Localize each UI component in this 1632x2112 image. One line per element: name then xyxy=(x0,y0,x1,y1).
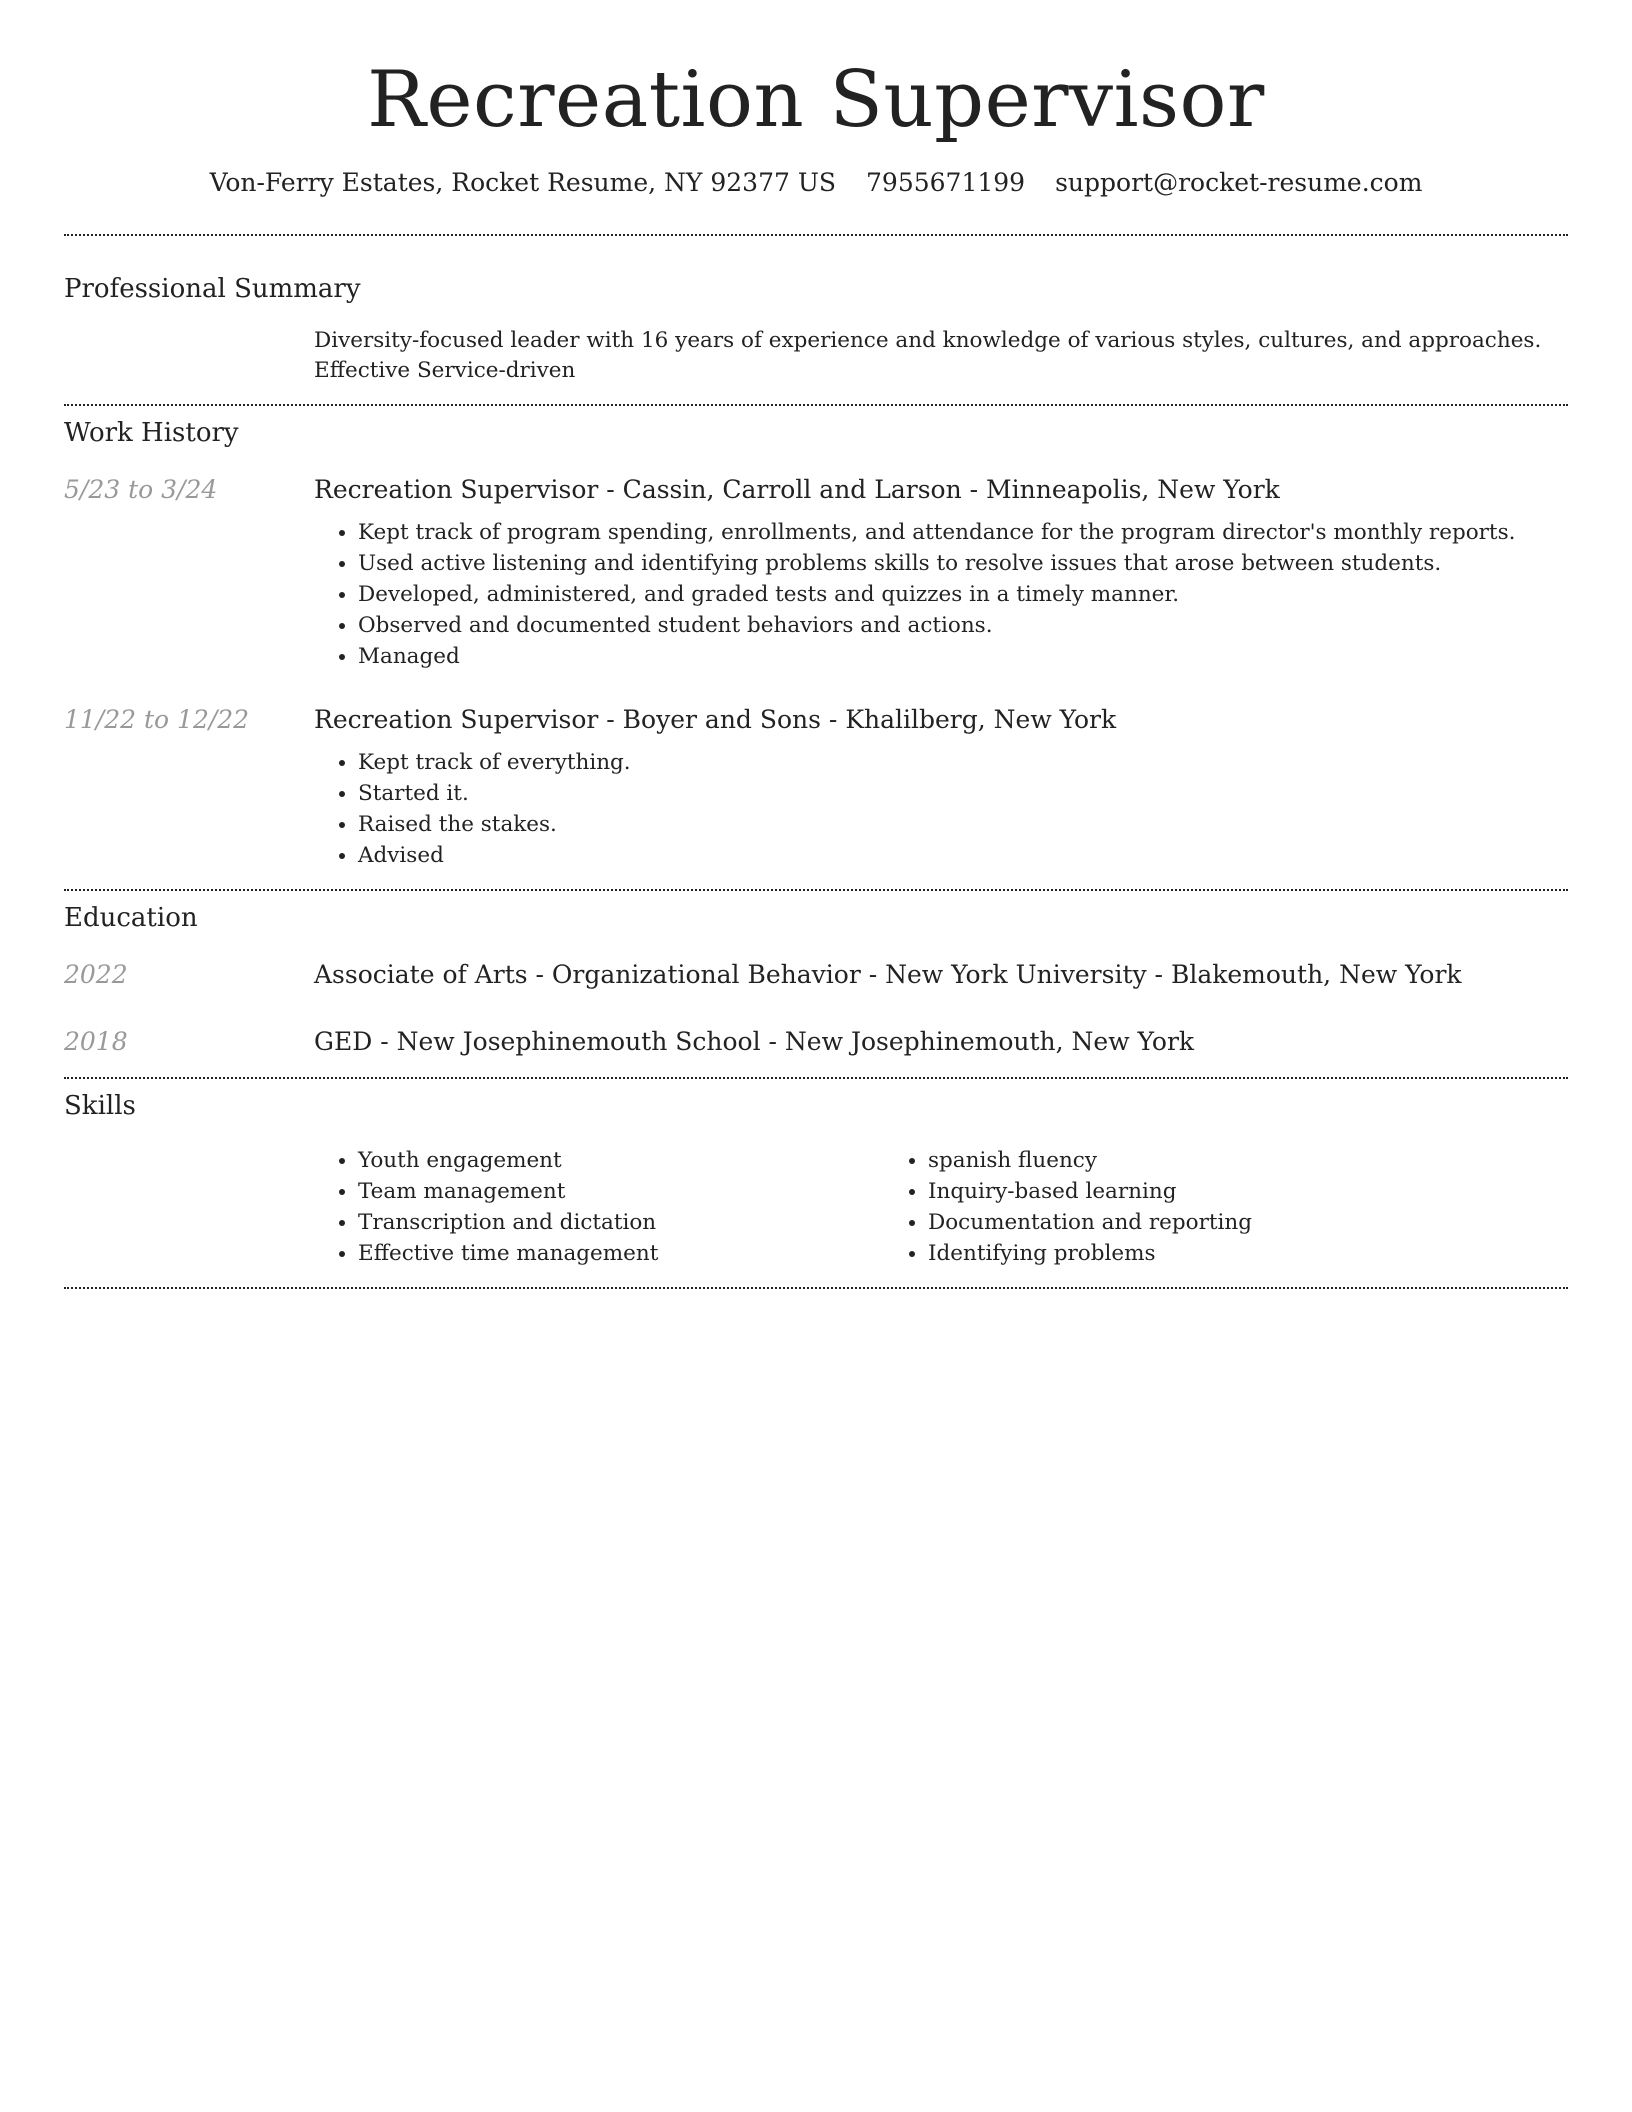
job-heading xyxy=(314,703,1568,737)
skills-grid xyxy=(314,1145,1568,1269)
job-employer: - Cassin, Carroll and Larson - Minneapolis, New York xyxy=(598,475,1280,504)
skills-title: Skills xyxy=(64,1091,136,1121)
job-dates: 11/22 to 12/22 xyxy=(64,705,250,734)
education-year: 2018 xyxy=(64,1027,128,1056)
list-item: • Kept track of everything. xyxy=(358,747,1568,778)
list-item: • Managed xyxy=(358,641,1568,672)
job-bullets xyxy=(314,747,1568,871)
education-year: 2022 xyxy=(64,960,128,989)
summary-text: Diversity-focused leader with 16 years of experience and knowledge of various styles, cultures, and approaches. Effective Service-driven xyxy=(314,328,1542,383)
job-entry xyxy=(64,703,1568,871)
education-degree: GED xyxy=(314,1027,373,1056)
education-degree: Associate of Arts - Organizational Behavior xyxy=(314,960,861,989)
summary-section xyxy=(64,236,1568,404)
list-item: • Started it. xyxy=(358,778,1568,809)
skill-item: • Documentation and reporting xyxy=(928,1207,1454,1238)
skill-item: • Effective time management xyxy=(358,1238,884,1269)
skill-item: • Transcription and dictation xyxy=(358,1207,884,1238)
job-bullets xyxy=(314,517,1568,672)
education-school: - New Josephinemouth School - New Josephinemouth, New York xyxy=(372,1027,1195,1056)
list-item: • Advised xyxy=(358,840,1568,871)
list-item: • Used active listening and identifying problems skills to resolve issues that arose between students. xyxy=(358,548,1568,579)
list-item: • Kept track of program spending, enrollments, and attendance for the program director's monthly reports. xyxy=(358,517,1568,548)
education-school: - New York University - Blakemouth, New York xyxy=(860,960,1462,989)
candidate-name: Recreation Supervisor xyxy=(367,55,1265,145)
job-title: Recreation Supervisor xyxy=(314,475,599,504)
list-item: • Observed and documented student behaviors and actions. xyxy=(358,610,1568,641)
job-employer: - Boyer and Sons - Khalilberg, New York xyxy=(598,705,1117,734)
skill-item: • Youth engagement xyxy=(358,1145,884,1176)
job-title: Recreation Supervisor xyxy=(314,705,599,734)
education-entry xyxy=(64,1025,1568,1059)
contact-address: Von-Ferry Estates, Rocket Resume, NY 92377 US xyxy=(209,168,837,197)
job-dates: 5/23 to 3/24 xyxy=(64,475,218,504)
skills-list-left xyxy=(314,1145,884,1269)
skill-item: • spanish fluency xyxy=(928,1145,1454,1176)
summary-title: Professional Summary xyxy=(64,274,361,304)
skills-section xyxy=(64,1079,1568,1287)
resume-header xyxy=(64,0,1568,200)
list-item: • Developed, administered, and graded tests and quizzes in a timely manner. xyxy=(358,579,1568,610)
education-title: Education xyxy=(64,903,198,933)
education-entry xyxy=(64,958,1568,992)
contact-phone: 7955671199 xyxy=(866,168,1026,197)
skills-list-right xyxy=(884,1145,1454,1269)
contact-line xyxy=(64,166,1568,200)
education-section xyxy=(64,891,1568,1077)
job-heading xyxy=(314,473,1568,507)
list-item: • Raised the stakes. xyxy=(358,809,1568,840)
contact-email: support@rocket-resume.com xyxy=(1055,168,1423,197)
work-history-title: Work History xyxy=(64,418,239,448)
skill-item: • Identifying problems xyxy=(928,1238,1454,1269)
work-history-section xyxy=(64,406,1568,889)
divider xyxy=(64,1287,1568,1289)
skill-item: • Team management xyxy=(358,1176,884,1207)
skill-item: • Inquiry-based learning xyxy=(928,1176,1454,1207)
job-entry xyxy=(64,473,1568,672)
